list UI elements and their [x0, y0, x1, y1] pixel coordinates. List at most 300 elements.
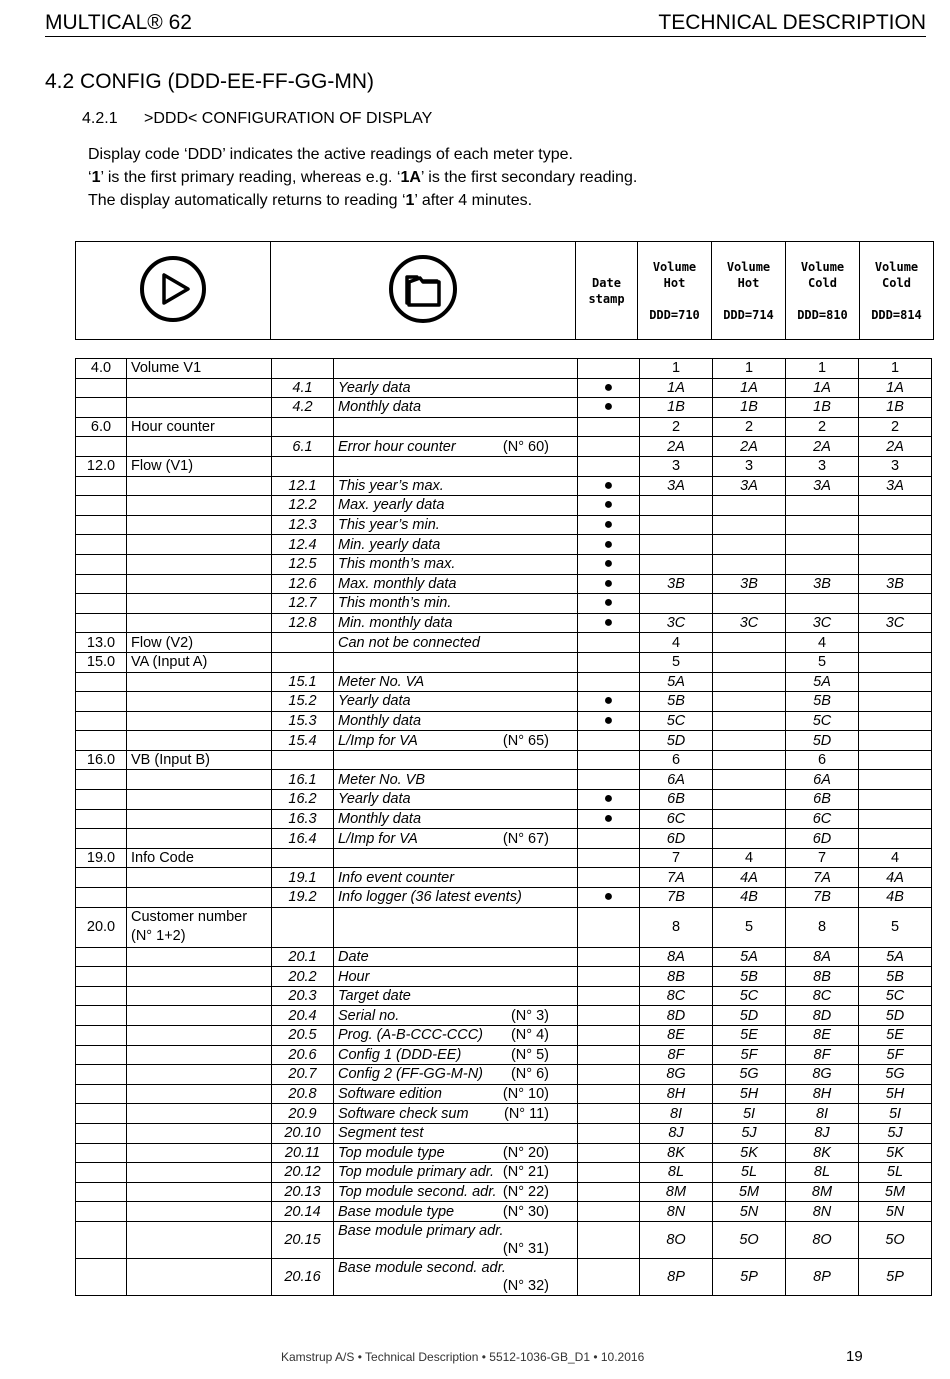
reading-name: VB (Input B): [127, 750, 272, 770]
reading-number: 4.0: [76, 359, 127, 379]
display-code: 2A: [859, 437, 932, 457]
date-stamp-marker: [578, 731, 640, 751]
display-code: 5C: [859, 986, 932, 1006]
sub-reading-number: 20.13: [272, 1182, 334, 1202]
reading-name: [127, 829, 272, 849]
date-stamp-marker: ●: [578, 711, 640, 731]
display-code: [713, 633, 786, 653]
display-code: 5H: [859, 1084, 932, 1104]
sub-reading-number: 12.8: [272, 613, 334, 633]
page-header: [45, 8, 926, 37]
date-stamp-marker: ●: [578, 496, 640, 516]
display-config-table: [75, 358, 932, 1296]
table-row-sub: [76, 613, 932, 633]
reading-number: [76, 1026, 127, 1046]
display-code: [713, 672, 786, 692]
display-code: 3B: [786, 574, 859, 594]
display-code: 3C: [640, 613, 713, 633]
display-code: [859, 790, 932, 810]
sub-reading-name: Yearly data: [334, 692, 578, 712]
display-code: 2: [640, 417, 713, 437]
reading-number: [76, 967, 127, 987]
display-code: 5D: [713, 1006, 786, 1026]
display-code: [859, 554, 932, 574]
reading-number: [76, 986, 127, 1006]
table-row-main: [76, 652, 932, 672]
display-code: 6C: [786, 809, 859, 829]
sub-reading-number: 4.2: [272, 398, 334, 418]
reading-number: [76, 1163, 127, 1183]
sub-reading-number: 12.6: [272, 574, 334, 594]
date-stamp-marker: [578, 1065, 640, 1085]
display-code: 8P: [786, 1258, 859, 1295]
sub-reading-name: Monthly data: [334, 711, 578, 731]
display-code: 8: [640, 907, 713, 947]
reading-number: [76, 672, 127, 692]
display-code: 8F: [640, 1045, 713, 1065]
display-code: 4: [786, 633, 859, 653]
reading-number: [76, 790, 127, 810]
reading-number: [76, 1084, 127, 1104]
display-code: [713, 829, 786, 849]
date-stamp-marker: [578, 1143, 640, 1163]
reading-name: [127, 947, 272, 967]
display-code: [713, 496, 786, 516]
date-stamp-marker: [578, 1182, 640, 1202]
reading-name: [127, 1221, 272, 1258]
display-code: 8M: [640, 1182, 713, 1202]
table-row-sub: [76, 947, 932, 967]
display-code: 5N: [859, 1202, 932, 1222]
sub-reading-number: 20.7: [272, 1065, 334, 1085]
display-code: 3A: [859, 476, 932, 496]
table-row-sub: [76, 378, 932, 398]
reading-number: 12.0: [76, 456, 127, 476]
display-code: [713, 535, 786, 555]
sub-reading-name: [334, 907, 578, 947]
reading-number: [76, 378, 127, 398]
display-code: 8A: [640, 947, 713, 967]
reading-name: [127, 1045, 272, 1065]
date-stamp-marker: [578, 829, 640, 849]
date-stamp-marker: [578, 633, 640, 653]
sub-reading-name: Base module second. adr. (N° 32): [334, 1258, 578, 1295]
display-code: 5B: [786, 692, 859, 712]
display-code: 8M: [786, 1182, 859, 1202]
sub-reading-number: [272, 652, 334, 672]
display-code: 7: [640, 848, 713, 868]
sub-reading-name: Software check sum (N° 11): [334, 1104, 578, 1124]
display-code: 5C: [713, 986, 786, 1006]
display-code: 5E: [859, 1026, 932, 1046]
register-number: (N° 32): [502, 1277, 549, 1294]
display-code: 1B: [640, 398, 713, 418]
sub-reading-name: Base module type (N° 30): [334, 1202, 578, 1222]
display-code: [640, 594, 713, 614]
reading-name: [127, 535, 272, 555]
display-code: 8D: [786, 1006, 859, 1026]
date-stamp-header: Date stamp: [576, 242, 638, 340]
sub-reading-name: Date: [334, 947, 578, 967]
reading-number: [76, 888, 127, 908]
table-row-sub: [76, 711, 932, 731]
sub-reading-name: [334, 359, 578, 379]
display-code: 5D: [859, 1006, 932, 1026]
date-stamp-marker: [578, 1258, 640, 1295]
date-stamp-marker: [578, 1026, 640, 1046]
sub-reading-name: Min. monthly data: [334, 613, 578, 633]
reading-name: [127, 1258, 272, 1295]
table-row-sub: [76, 554, 932, 574]
table-row-sub: [76, 476, 932, 496]
reading-name: [127, 809, 272, 829]
display-code: [859, 652, 932, 672]
reading-number: [76, 770, 127, 790]
display-code: 2A: [640, 437, 713, 457]
table-row-main: [76, 633, 932, 653]
display-code: [713, 652, 786, 672]
sub-reading-number: 15.3: [272, 711, 334, 731]
table-row-sub: [76, 515, 932, 535]
date-stamp-marker: ●: [578, 809, 640, 829]
sub-reading-number: 12.3: [272, 515, 334, 535]
reading-name: [127, 967, 272, 987]
display-code: [640, 535, 713, 555]
table-row-sub: [76, 672, 932, 692]
intro-line-2: ‘1’ is the first primary reading, whereas e.g. ‘1A’ is the first secondary reading.: [88, 169, 638, 186]
reading-name: [127, 888, 272, 908]
display-code: 1B: [859, 398, 932, 418]
reading-number: [76, 1143, 127, 1163]
register-number: (N° 21): [502, 1164, 549, 1181]
register-number: (N° 20): [502, 1144, 549, 1161]
display-code: 1: [713, 359, 786, 379]
display-code: [713, 554, 786, 574]
reading-name: [127, 1065, 272, 1085]
display-code: 8D: [640, 1006, 713, 1026]
reading-number: [76, 1104, 127, 1124]
sub-reading-number: 6.1: [272, 437, 334, 457]
display-code: 3B: [713, 574, 786, 594]
sub-reading-number: 20.12: [272, 1163, 334, 1183]
register-number: (N° 30): [502, 1203, 549, 1220]
date-stamp-marker: ●: [578, 613, 640, 633]
display-code: 5O: [859, 1221, 932, 1258]
display-code: [713, 809, 786, 829]
reading-name: Volume V1: [127, 359, 272, 379]
display-code: 5L: [859, 1163, 932, 1183]
reading-name: [127, 986, 272, 1006]
reading-name: [127, 1202, 272, 1222]
display-code: 4: [713, 848, 786, 868]
folder-button-icon: [387, 253, 459, 325]
display-code: 5M: [859, 1182, 932, 1202]
reading-name: [127, 574, 272, 594]
date-stamp-marker: ●: [578, 398, 640, 418]
display-code: 5A: [713, 947, 786, 967]
sub-reading-name: Segment test: [334, 1123, 578, 1143]
sub-reading-number: 20.5: [272, 1026, 334, 1046]
reading-name: [127, 711, 272, 731]
display-code: 8F: [786, 1045, 859, 1065]
register-number: (N° 6): [510, 1066, 549, 1083]
display-code: 3C: [859, 613, 932, 633]
display-code: [713, 711, 786, 731]
sub-reading-name: Config 2 (FF-GG-M-N) (N° 6): [334, 1065, 578, 1085]
display-code: 1A: [786, 378, 859, 398]
reading-number: [76, 1065, 127, 1085]
table-row-sub: [76, 888, 932, 908]
sub-reading-number: [272, 907, 334, 947]
display-code: 8: [786, 907, 859, 947]
intro-text: [88, 143, 637, 212]
display-code: 8B: [640, 967, 713, 987]
date-stamp-marker: [578, 947, 640, 967]
reading-name: [127, 1084, 272, 1104]
reading-number: 20.0: [76, 907, 127, 947]
display-code: 5D: [786, 731, 859, 751]
sub-reading-name: Can not be connected: [334, 633, 578, 653]
display-code: 5D: [640, 731, 713, 751]
date-stamp-marker: [578, 1221, 640, 1258]
display-code: 7: [786, 848, 859, 868]
display-code: 5F: [713, 1045, 786, 1065]
display-code: [859, 672, 932, 692]
table-row-sub: [76, 986, 932, 1006]
display-code: [713, 692, 786, 712]
reading-name: [127, 1143, 272, 1163]
display-code: 5A: [786, 672, 859, 692]
display-code: 8E: [786, 1026, 859, 1046]
date-stamp-marker: [578, 1006, 640, 1026]
sub-reading-number: 20.3: [272, 986, 334, 1006]
reading-number: 6.0: [76, 417, 127, 437]
date-stamp-marker: ●: [578, 554, 640, 574]
display-code: 8G: [786, 1065, 859, 1085]
display-code: [859, 692, 932, 712]
display-code: 7A: [640, 868, 713, 888]
reading-name: [127, 398, 272, 418]
display-code: [859, 829, 932, 849]
table-row-sub: [76, 1123, 932, 1143]
reading-name: [127, 594, 272, 614]
display-code: 4B: [859, 888, 932, 908]
display-code: 3A: [786, 476, 859, 496]
sub-reading-number: 19.2: [272, 888, 334, 908]
reading-number: [76, 535, 127, 555]
sub-reading-name: Config 1 (DDD-EE) (N° 5): [334, 1045, 578, 1065]
sub-reading-name: [334, 848, 578, 868]
display-code: 5: [786, 652, 859, 672]
date-stamp-marker: ●: [578, 692, 640, 712]
reading-name: [127, 731, 272, 751]
register-number: (N° 22): [502, 1184, 549, 1201]
reading-number: [76, 613, 127, 633]
display-code: 5I: [713, 1104, 786, 1124]
sub-reading-number: 16.3: [272, 809, 334, 829]
display-code: 8I: [640, 1104, 713, 1124]
sub-reading-name: This month’s min.: [334, 594, 578, 614]
sub-reading-number: 12.1: [272, 476, 334, 496]
sub-reading-name: Monthly data: [334, 809, 578, 829]
display-code: 6B: [640, 790, 713, 810]
display-code: 6C: [640, 809, 713, 829]
table-row-main: [76, 359, 932, 379]
display-code: 8L: [640, 1163, 713, 1183]
reading-name: VA (Input A): [127, 652, 272, 672]
display-code: 5B: [640, 692, 713, 712]
date-stamp-marker: [578, 848, 640, 868]
display-code: 7B: [786, 888, 859, 908]
subsection-title: >DDD< CONFIGURATION OF DISPLAY: [144, 110, 433, 127]
display-code: 8O: [786, 1221, 859, 1258]
reading-name: [127, 790, 272, 810]
date-stamp-marker: [578, 967, 640, 987]
sub-reading-name: [334, 652, 578, 672]
column-header-714: Volume Hot DDD=714: [712, 242, 786, 340]
table-row-sub: [76, 731, 932, 751]
reading-name: [127, 437, 272, 457]
reading-name: [127, 1163, 272, 1183]
display-code: 8J: [786, 1123, 859, 1143]
sub-reading-number: 16.2: [272, 790, 334, 810]
date-stamp-marker: [578, 750, 640, 770]
sub-reading-number: 20.14: [272, 1202, 334, 1222]
sub-reading-name: L/Imp for VA (N° 65): [334, 731, 578, 751]
display-code: 8J: [640, 1123, 713, 1143]
display-code: 5: [713, 907, 786, 947]
display-code: 5K: [713, 1143, 786, 1163]
reading-name: [127, 378, 272, 398]
table-row-sub: [76, 967, 932, 987]
display-code: 1B: [713, 398, 786, 418]
sub-reading-name: Prog. (A-B-CCC-CCC) (N° 4): [334, 1026, 578, 1046]
table-row-main: [76, 848, 932, 868]
display-code: 3C: [713, 613, 786, 633]
sub-reading-name: [334, 750, 578, 770]
sub-reading-number: [272, 633, 334, 653]
date-stamp-marker: [578, 437, 640, 457]
display-code: 3B: [859, 574, 932, 594]
display-code: [713, 770, 786, 790]
register-number: (N° 65): [502, 732, 549, 749]
display-code: 5J: [713, 1123, 786, 1143]
reading-number: [76, 1182, 127, 1202]
reading-name: [127, 672, 272, 692]
section-title: CONFIG (DDD-EE-FF-GG-MN): [80, 70, 374, 93]
display-code: 8C: [640, 986, 713, 1006]
table-row-sub: [76, 1182, 932, 1202]
reading-number: 15.0: [76, 652, 127, 672]
display-code: 5G: [859, 1065, 932, 1085]
date-stamp-marker: [578, 652, 640, 672]
sub-reading-number: 12.7: [272, 594, 334, 614]
date-stamp-marker: [578, 1163, 640, 1183]
sub-reading-number: [272, 750, 334, 770]
display-code: 5F: [859, 1045, 932, 1065]
display-code: 5P: [859, 1258, 932, 1295]
table-row-main: [76, 907, 932, 947]
table-row-sub: [76, 496, 932, 516]
display-code: 2A: [786, 437, 859, 457]
date-stamp-marker: ●: [578, 574, 640, 594]
display-code: [786, 554, 859, 574]
display-code: 5M: [713, 1182, 786, 1202]
display-code: 8B: [786, 967, 859, 987]
table-row-sub: [76, 1045, 932, 1065]
register-number: (N° 5): [510, 1046, 549, 1063]
sub-reading-number: 20.16: [272, 1258, 334, 1295]
table-row-sub: [76, 868, 932, 888]
date-stamp-marker: ●: [578, 594, 640, 614]
reading-number: 16.0: [76, 750, 127, 770]
sub-reading-name: This year’s max.: [334, 476, 578, 496]
reading-name: [127, 1123, 272, 1143]
display-code: 6D: [640, 829, 713, 849]
display-code: 1A: [859, 378, 932, 398]
display-code: 8O: [640, 1221, 713, 1258]
sub-reading-number: 20.15: [272, 1221, 334, 1258]
reading-name: Flow (V2): [127, 633, 272, 653]
display-code: 5: [859, 907, 932, 947]
display-code: 8N: [786, 1202, 859, 1222]
sub-reading-name: Max. yearly data: [334, 496, 578, 516]
subsection-number: 4.2.1: [82, 110, 118, 127]
display-code: [859, 633, 932, 653]
table-row-sub: [76, 770, 932, 790]
date-stamp-marker: [578, 417, 640, 437]
date-stamp-marker: [578, 1045, 640, 1065]
display-code: 3: [786, 456, 859, 476]
reading-name: [127, 1026, 272, 1046]
display-code: 5J: [859, 1123, 932, 1143]
date-stamp-marker: ●: [578, 888, 640, 908]
register-number: (N° 4): [510, 1027, 549, 1044]
sub-reading-number: 20.4: [272, 1006, 334, 1026]
sub-reading-name: [334, 456, 578, 476]
reading-name: Info Code: [127, 848, 272, 868]
play-button-icon: [138, 254, 208, 324]
sub-reading-name: Monthly data: [334, 398, 578, 418]
display-code: 3: [713, 456, 786, 476]
reading-name: [127, 554, 272, 574]
display-code: 5P: [713, 1258, 786, 1295]
display-code: 8K: [786, 1143, 859, 1163]
sub-reading-name: Info event counter: [334, 868, 578, 888]
column-header-810: Volume Cold DDD=810: [786, 242, 860, 340]
display-code: 3C: [786, 613, 859, 633]
display-code: 8K: [640, 1143, 713, 1163]
sub-reading-name: Meter No. VB: [334, 770, 578, 790]
display-code: 8E: [640, 1026, 713, 1046]
reading-number: [76, 692, 127, 712]
table-row-sub: [76, 1202, 932, 1222]
header-doc-type: TECHNICAL DESCRIPTION: [658, 11, 926, 34]
table-row-sub: [76, 1084, 932, 1104]
reading-name: [127, 1104, 272, 1124]
display-code: [713, 731, 786, 751]
sub-reading-name: Yearly data: [334, 378, 578, 398]
table-row-sub: [76, 809, 932, 829]
table-row-sub: [76, 1258, 932, 1295]
register-number: (N° 60): [502, 438, 549, 455]
display-code: 1A: [713, 378, 786, 398]
reading-name: [127, 770, 272, 790]
display-code: [859, 731, 932, 751]
display-code: [786, 496, 859, 516]
display-code: [713, 515, 786, 535]
intro-line-1: Display code ‘DDD’ indicates the active readings of each meter type.: [88, 146, 573, 163]
